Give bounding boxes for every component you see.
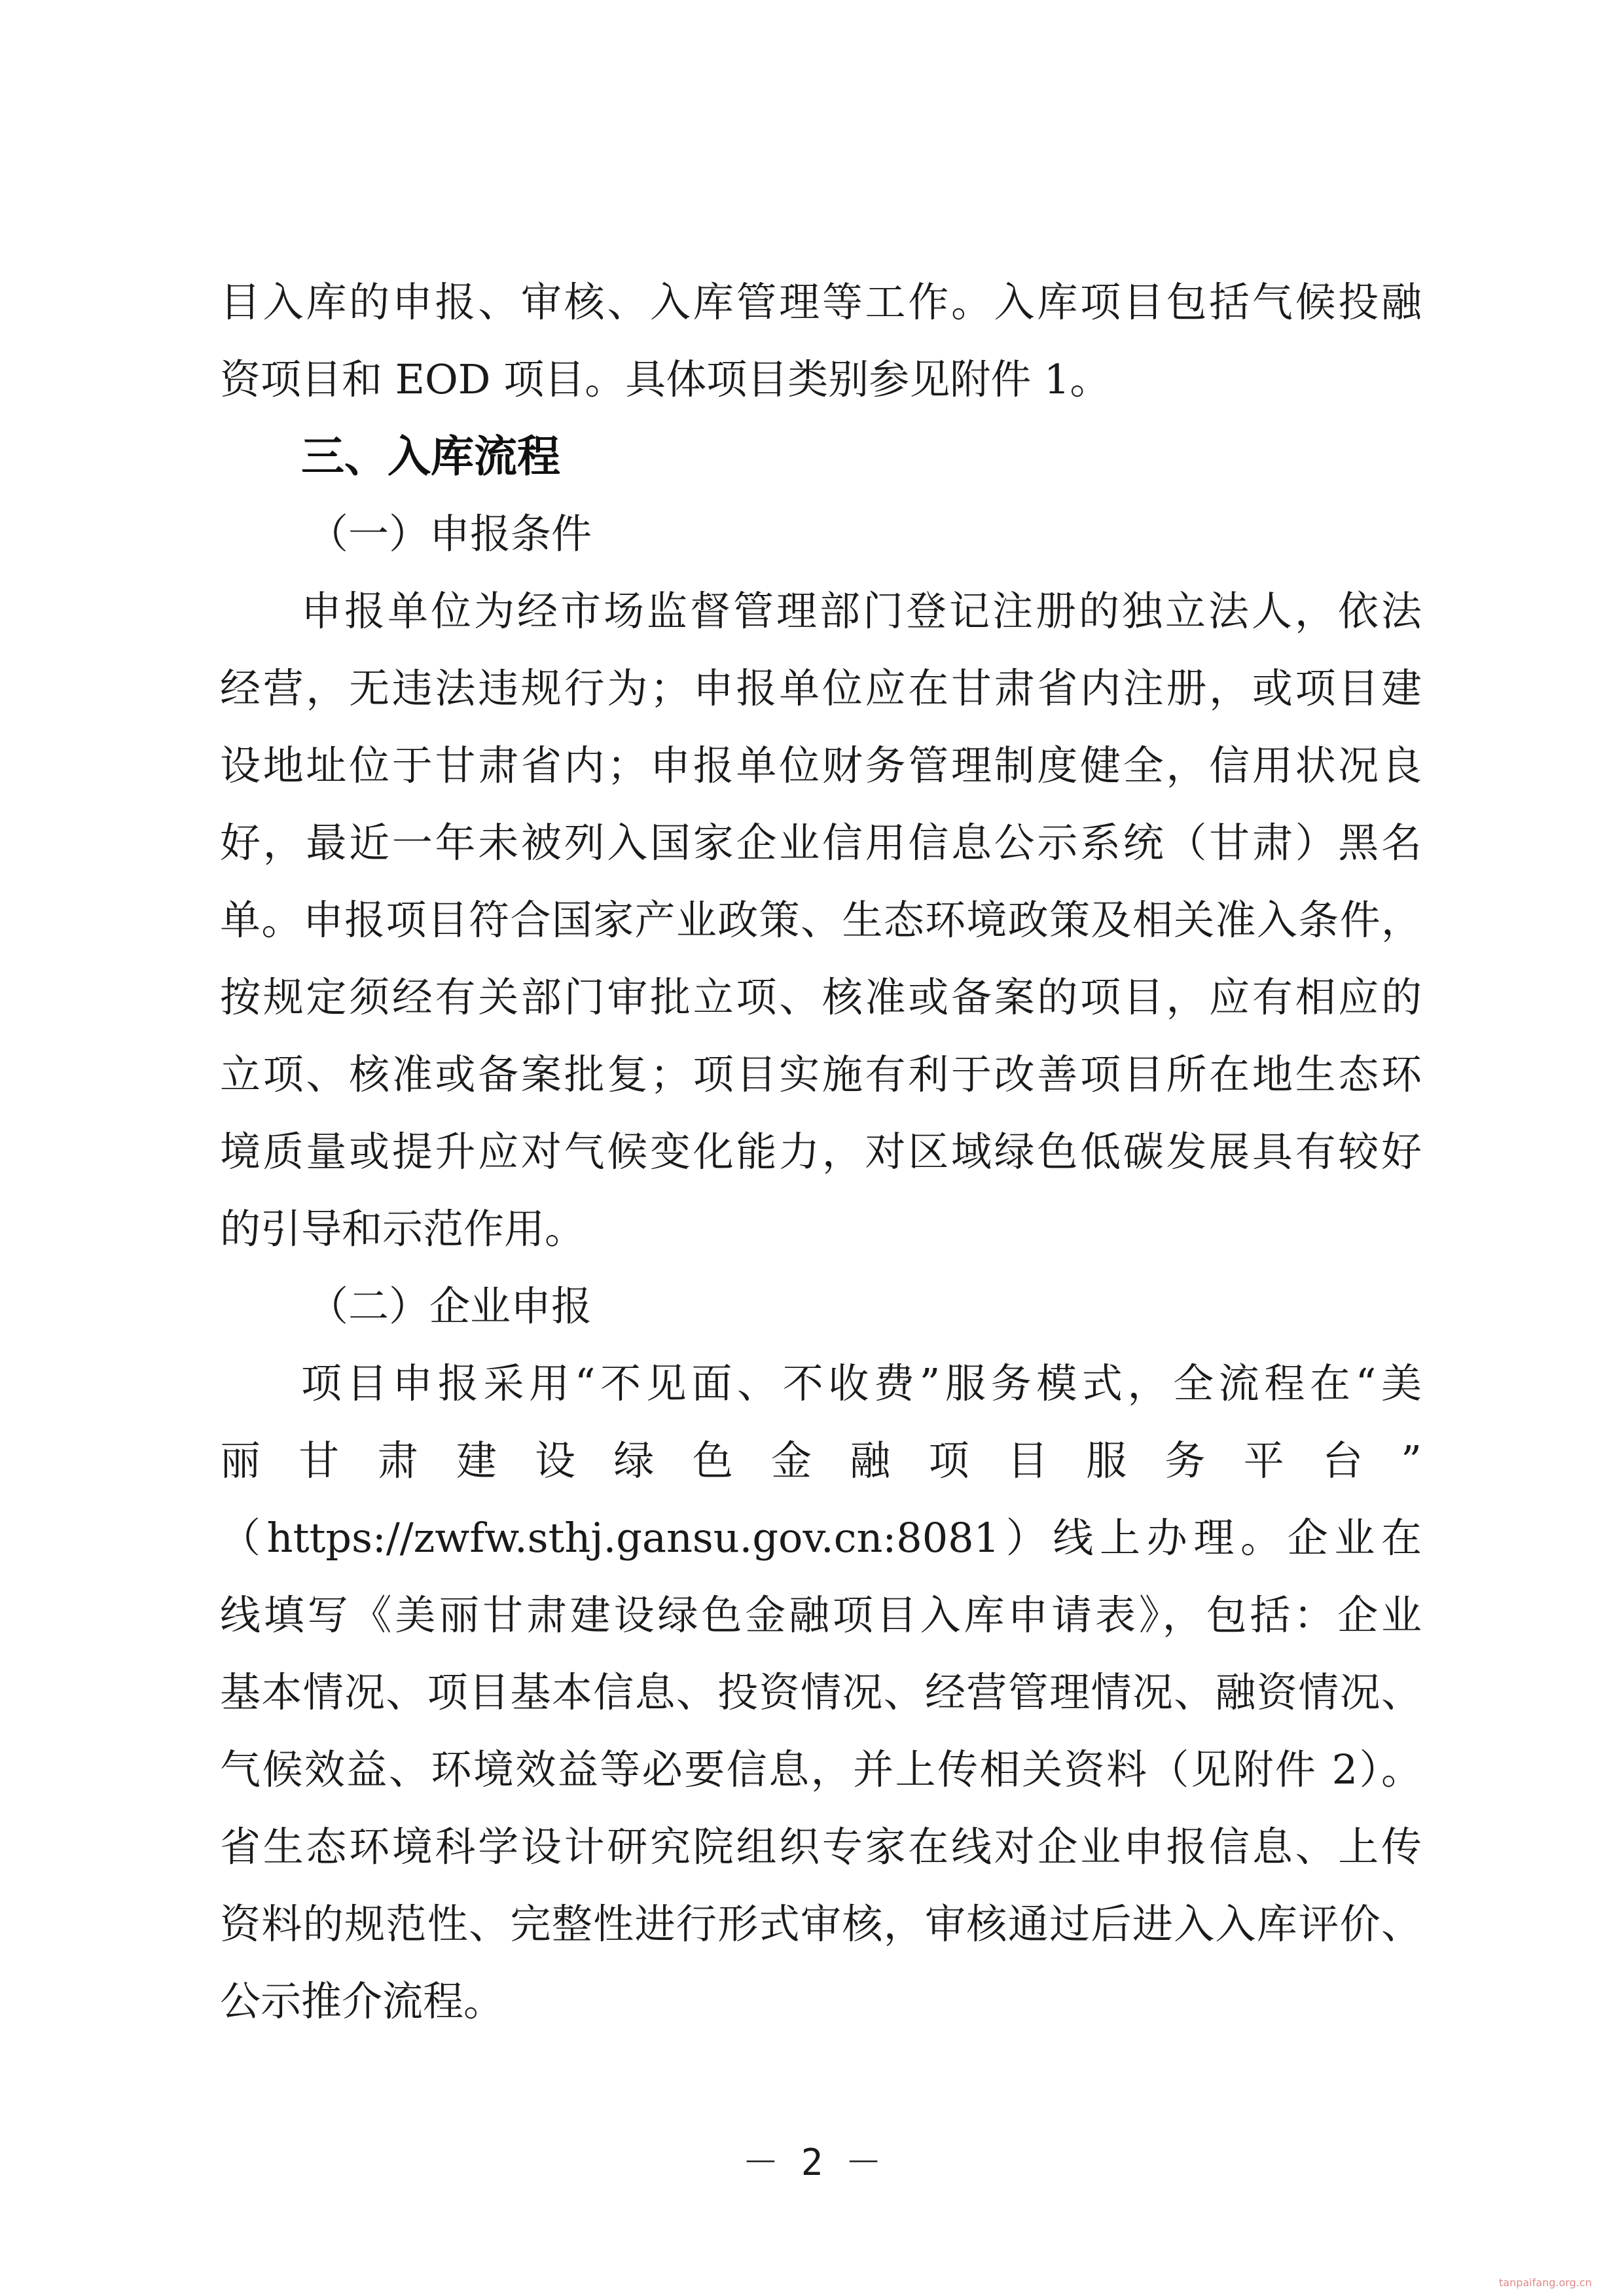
paragraph-line: 公示推介流程。 (220, 1977, 505, 2025)
paragraph-line: 设地址位于甘肃省内；申报单位财务管理制度健全，信用状况良 (220, 742, 1422, 789)
page-number: － 2 － (742, 2142, 882, 2184)
paragraph-line: 的引导和示范作用。 (220, 1205, 586, 1253)
paragraph-line: 气候效益、环境效益等必要信息，并上传相关资料（见附件 2）。 (220, 1746, 1422, 1793)
paragraph-line: 资料的规范性、完整性进行形式审核，审核通过后进入入库评价、 (220, 1900, 1422, 1948)
subsection-heading: （一）申报条件 (308, 510, 592, 558)
paragraph-line: 省生态环境科学设计研究院组织专家在线对企业申报信息、上传 (220, 1823, 1422, 1871)
paragraph-line: 按规定须经有关部门审批立项、核准或备案的项目，应有相应的 (220, 973, 1422, 1021)
paragraph-line: 丽 甘 肃 建 设 绿 色 金 融 项 目 服 务 平 台 ” (220, 1437, 1422, 1484)
paragraph-intro-line: 目入库的申报、审核、入库管理等工作。入库项目包括气候投融 (220, 278, 1422, 326)
watermark: tanpaifang.org.cn (1499, 2276, 1592, 2289)
paragraph-line: 境质量或提升应对气候变化能力，对区域绿色低碳发展具有较好 (220, 1128, 1422, 1175)
paragraph-intro-line: 资项目和 EOD 项目。具体项目类别参见附件 1。 (220, 355, 1111, 403)
subsection-heading: （二）企业申报 (308, 1282, 592, 1330)
paragraph-line: 申报单位为经市场监督管理部门登记注册的独立法人，依法 (301, 587, 1422, 635)
paragraph-line: 好，最近一年未被列入国家企业信用信息公示系统（甘肃）黑名 (220, 819, 1422, 867)
paragraph-line: 单。申报项目符合国家产业政策、生态环境政策及相关准入条件， (220, 896, 1422, 944)
paragraph-line: 基本情况、项目基本信息、投资情况、经营管理情况、融资情况、 (220, 1668, 1422, 1716)
paragraph-line: （https://zwfw.sthj.gansu.gov.cn:8081）线上办理。企业在 (220, 1514, 1422, 1562)
paragraph-line: 立项、核准或备案批复；项目实施有利于改善项目所在地生态环 (220, 1050, 1422, 1098)
paragraph-line: 线填写《美丽甘肃建设绿色金融项目入库申请表》，包括：企业 (220, 1591, 1422, 1639)
section-heading: 三、入库流程 (301, 431, 560, 482)
paragraph-line: 项目申报采用“不见面、不收费”服务模式，全流程在“美 (301, 1359, 1422, 1407)
paragraph-line: 经营，无违法违规行为；申报单位应在甘肃省内注册，或项目建 (220, 664, 1422, 712)
